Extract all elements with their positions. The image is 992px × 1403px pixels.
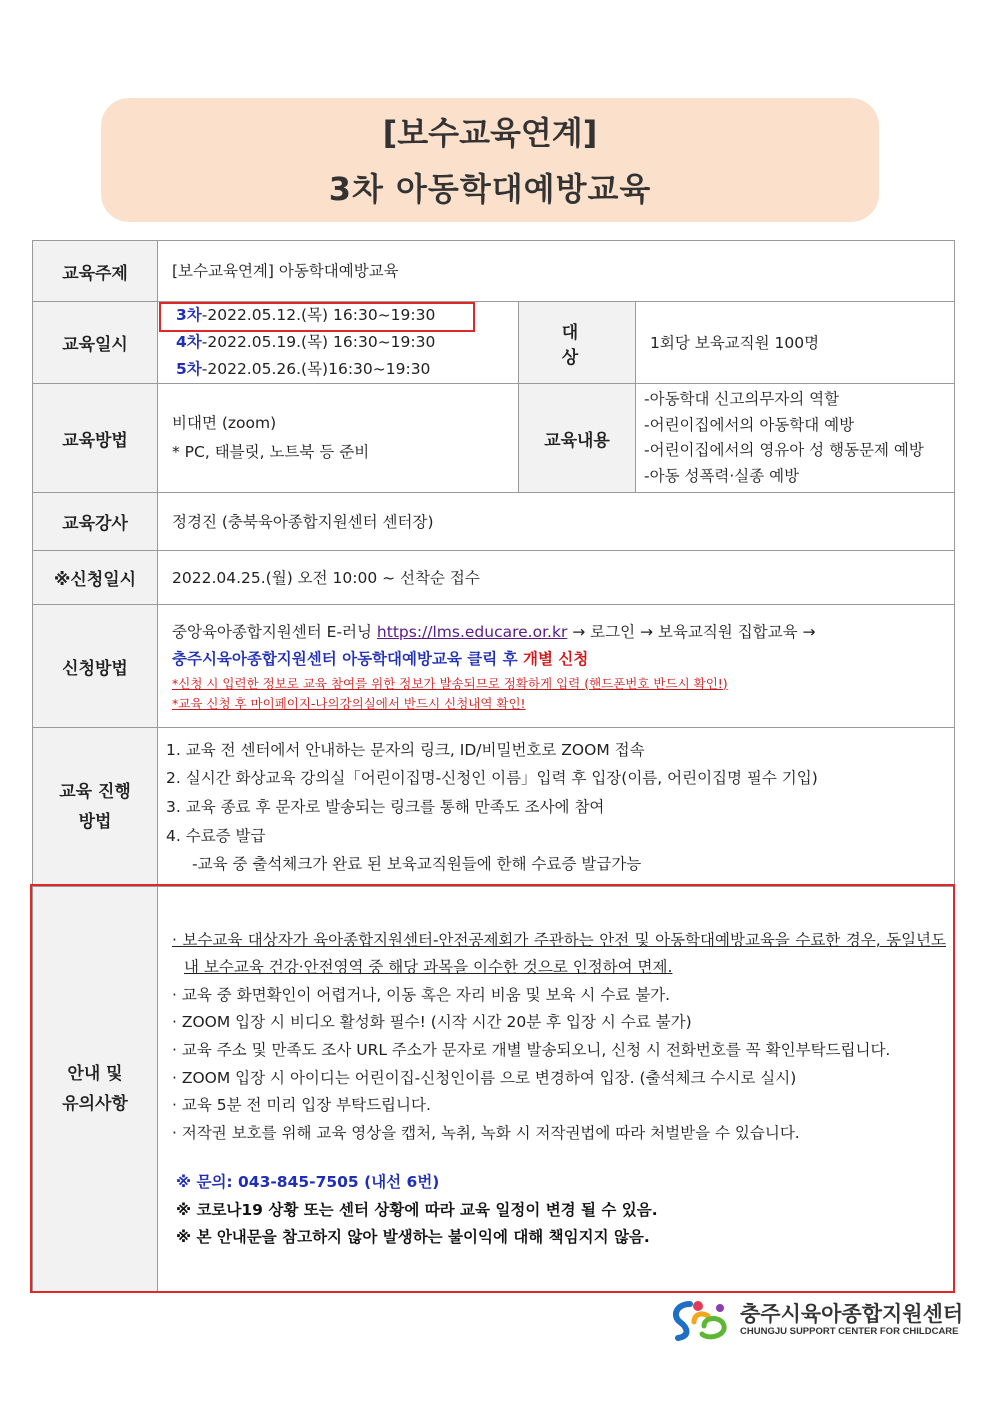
title-line2: 3차 아동학대예방교육 [328, 170, 652, 208]
row-subject [33, 241, 955, 302]
notice-label-line2: 유의사항 [62, 1094, 128, 1115]
row-progress [33, 728, 955, 887]
content-item: -어린이집에서의 아동학대 예방 [644, 415, 855, 434]
logo-english: CHUNGJU SUPPORT CENTER FOR CHILDCARE [740, 1326, 959, 1337]
progress-step: 2. 실시간 화상교육 강의실「어린이집명-신청인 이름」입력 후 입장(이름, 어린이집명 필수 기입) [166, 769, 818, 788]
title-banner [101, 98, 879, 222]
content-item: -아동학대 신고의무자의 역할 [644, 390, 840, 409]
method-label: 교육방법 [33, 384, 158, 493]
progress-step: 3. 교육 종료 후 문자로 발송되는 링크를 통해 만족도 조사에 참여 [166, 798, 605, 817]
progress-label-line1: 교육 진행 [59, 781, 131, 802]
highlight-box-notice [30, 884, 955, 1293]
content-item: -아동 성폭력·실종 예방 [644, 466, 800, 485]
method-line1: 비대면 (zoom) [172, 413, 277, 432]
notice-item: · 교육 중 화면확인이 어렵거나, 이동 혹은 자리 비움 및 보육 시 수료 불가. [172, 985, 671, 1004]
notice-item: · ZOOM 입장 시 아이디는 어린이집-신청인이름 으로 변경하여 입장. (출석체크 수시로 실시) [172, 1068, 797, 1087]
schedule-item: 5차-2022.05.26.(목)16:30~19:30 [176, 360, 431, 379]
target-value: 1회당 보육교직원 100명 [636, 302, 955, 384]
progress-step: 4. 수료증 발급 [166, 826, 266, 845]
apply-date-label: ※신청일시 [33, 551, 158, 605]
row-method [33, 384, 955, 493]
educare-link[interactable]: https://lms.educare.or.kr [376, 623, 568, 642]
apply-note2: *교육 신청 후 마이페이지-나의강의실에서 반드시 신청내역 확인! [172, 695, 526, 711]
warning-line2: ※ 본 안내문을 참고하지 않아 발생하는 불이익에 대해 책임지지 않음. [176, 1228, 650, 1247]
apply-note1: *신청 시 입력한 정보로 교육 참여를 위한 정보가 발송되므로 정확하게 입력 (핸드폰번호 반드시 확인!) [172, 675, 728, 691]
title-line1: [보수교육연계] [382, 114, 598, 152]
apply-method-line1: 중앙육아종합지원센터 E-러닝 https://lms.educare.or.kr → 로그인 → 보육교직원 집합교육 → [172, 623, 816, 642]
instructor-label: 교육강사 [33, 493, 158, 551]
notice-item: · 교육 주소 및 만족도 조사 URL 주소가 문자로 개별 발송되오니, 신청 시 전화번호를 꼭 확인부탁드립니다. [172, 1041, 891, 1059]
progress-steps [158, 728, 955, 887]
apply-method-label: 신청방법 [33, 605, 158, 728]
row-instructor [33, 493, 955, 551]
center-logo [668, 1296, 968, 1342]
notice-item: · ZOOM 입장 시 비디오 활성화 필수! (시작 시간 20분 후 입장 시 수료 불가) [172, 1013, 692, 1032]
notice-item: · 교육 5분 전 미리 입장 부탁드립니다. [172, 1096, 431, 1115]
method-line2: * PC, 태블릿, 노트북 등 준비 [172, 443, 370, 462]
schedule-item: 4차-2022.05.19.(목) 16:30~19:30 [176, 333, 436, 352]
target-label: 대 상 [519, 302, 636, 384]
row-apply-method [33, 605, 955, 728]
notice-label-line1: 안내 및 [67, 1063, 123, 1084]
warning-line1: ※ 코로나19 상황 또는 센터 상황에 따라 교육 일정이 변경 될 수 있음. [176, 1200, 658, 1219]
subject-label: 교육주제 [33, 241, 158, 302]
notice-item: · 보수교육 대상자가 육아종합지원센터-안전공제회가 주관하는 안전 및 아동학대예방교육을 수료한 경우, 동일년도 내 보수교육 건강·안전영역 중 해당 과목을 이수한 것으로 인정하여 면제. [172, 930, 946, 977]
content-item: -어린이집에서의 영유아 성 행동문제 예방 [644, 441, 924, 460]
schedule-item: 3차-2022.05.12.(목) 16:30~19:30 [176, 306, 436, 324]
apply-method-line2: 충주시육아종합지원센터 아동학대예방교육 클릭 후 개별 신청 [172, 650, 589, 669]
row-apply-date [33, 551, 955, 605]
progress-step: -교육 중 출석체크가 완료 된 보육교직원들에 한해 수료증 발급가능 [192, 855, 642, 874]
subject-value: [보수교육연계] 아동학대예방교육 [158, 241, 955, 302]
highlight-box-round3 [159, 302, 475, 332]
schedule-label: 교육일시 [33, 302, 158, 384]
progress-label-line2: 방법 [78, 812, 112, 833]
content-list [636, 384, 955, 493]
logo-mark-icon [668, 1296, 736, 1342]
logo-name: 충주시육아종합지원센터 [740, 1302, 964, 1326]
apply-date-value: 2022.04.25.(월) 오전 10:00 ~ 선착순 접수 [158, 551, 955, 605]
content-label: 교육내용 [519, 384, 636, 493]
contact-line: ※ 문의: 043-845-7505 (내선 6번) [176, 1173, 440, 1192]
notice-item: · 저작권 보호를 위해 교육 영상을 캡처, 녹취, 녹화 시 저작권법에 따라 처벌받을 수 있습니다. [172, 1123, 800, 1142]
instructor-value: 정경진 (충북육아종합지원센터 센터장) [158, 493, 955, 551]
progress-step: 1. 교육 전 센터에서 안내하는 문자의 링크, ID/비밀번호로 ZOOM 접속 [166, 740, 645, 759]
